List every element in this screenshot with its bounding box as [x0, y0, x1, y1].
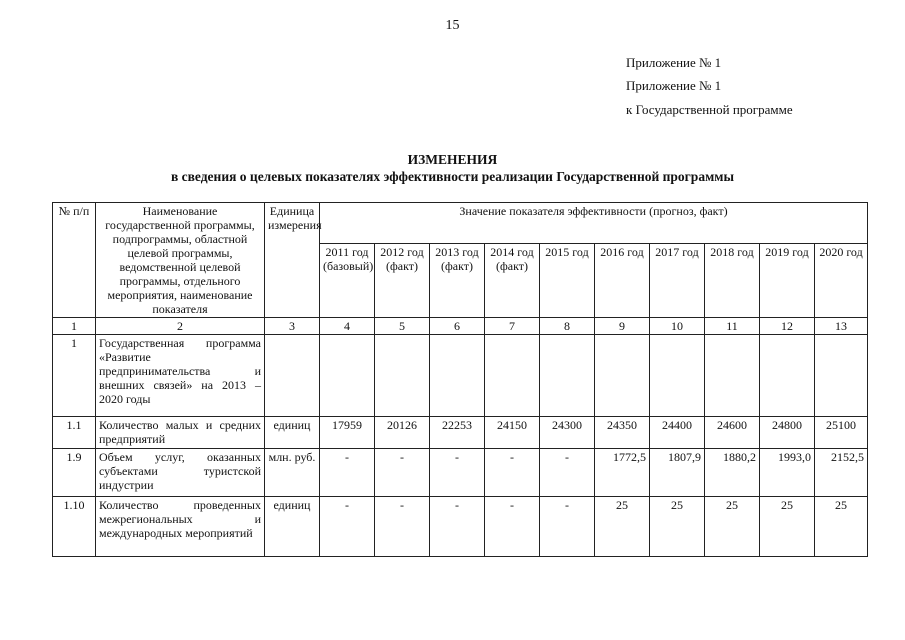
row-name: Количество проведенных межрегиональных и международных мероприятий: [96, 497, 265, 557]
column-numbers-row: [53, 318, 868, 335]
row-value: 1993,0: [760, 449, 815, 497]
row-value: [375, 335, 430, 417]
row-value: 2152,5: [815, 449, 868, 497]
row-value: 25: [705, 497, 760, 557]
row-value: -: [375, 497, 430, 557]
row-value: 24300: [540, 417, 595, 449]
row-value: 24800: [760, 417, 815, 449]
row-unit: [265, 335, 320, 417]
row-value: 24150: [485, 417, 540, 449]
appendix-line-2: Приложение № 1: [626, 78, 722, 93]
row-value: 20126: [375, 417, 430, 449]
row-value: 25: [815, 497, 868, 557]
row-unit: единиц: [265, 497, 320, 557]
row-value: 1807,9: [650, 449, 705, 497]
row-value: [815, 335, 868, 417]
header-year: 2012 год (факт): [375, 243, 430, 317]
header-name: Наименование государственной программы, подпрограммы, областной целевой программы, ведомственной целевой программы, отдельного мероприятия, наименование показателя: [96, 203, 265, 318]
row-name: Количество малых и средних предприятий: [96, 417, 265, 449]
row-number: 1.1: [53, 417, 96, 449]
header-year: 2015 год: [540, 243, 595, 317]
column-number: 8: [540, 318, 595, 335]
row-value: 1772,5: [595, 449, 650, 497]
row-value: [485, 335, 540, 417]
row-value: -: [320, 497, 375, 557]
row-value: 24400: [650, 417, 705, 449]
row-name: Государственная программа «Развитие предпринимательства и внешних связей» на 2013 – 2020 годы: [96, 335, 265, 417]
document-subtitle: в сведения о целевых показателях эффективности реализации Государственной программы: [170, 169, 735, 184]
row-number: 1: [53, 335, 96, 417]
column-number: 12: [760, 318, 815, 335]
row-unit: млн. руб.: [265, 449, 320, 497]
row-value: 25100: [815, 417, 868, 449]
row-value: 24350: [595, 417, 650, 449]
column-number: 3: [265, 318, 320, 335]
row-number: 1.10: [53, 497, 96, 557]
column-number: 4: [320, 318, 375, 335]
header-year: 2011 год (базовый): [320, 243, 375, 317]
document-title: ИЗМЕНЕНИЯ: [407, 152, 498, 167]
row-value: [595, 335, 650, 417]
header-year: 2013 год (факт): [430, 243, 485, 317]
header-unit: Единица измерения: [265, 203, 320, 318]
row-value: 17959: [320, 417, 375, 449]
table-row: [53, 335, 868, 417]
header-year: 2016 год: [595, 243, 650, 317]
header-year: 2018 год: [705, 243, 760, 317]
row-value: -: [430, 497, 485, 557]
row-value: 25: [595, 497, 650, 557]
header-number: № п/п: [53, 203, 96, 318]
table-row: [53, 417, 868, 449]
row-value: 1880,2: [705, 449, 760, 497]
row-value: [650, 335, 705, 417]
column-number: 13: [815, 318, 868, 335]
header-year: 2019 год: [760, 243, 815, 317]
table-row: [53, 497, 868, 557]
table-row: [53, 449, 868, 497]
row-value: 22253: [430, 417, 485, 449]
column-number: 6: [430, 318, 485, 335]
row-value: [430, 335, 485, 417]
column-number: 2: [96, 318, 265, 335]
row-value: [760, 335, 815, 417]
header-year: 2014 год (факт): [485, 243, 540, 317]
column-number: 9: [595, 318, 650, 335]
row-value: -: [375, 449, 430, 497]
header-year: 2020 год: [815, 243, 868, 317]
column-number: 10: [650, 318, 705, 335]
row-value: -: [540, 497, 595, 557]
row-number: 1.9: [53, 449, 96, 497]
row-value: 24600: [705, 417, 760, 449]
row-value: 25: [760, 497, 815, 557]
row-value: [705, 335, 760, 417]
row-value: -: [485, 497, 540, 557]
column-number: 7: [485, 318, 540, 335]
row-value: -: [320, 449, 375, 497]
row-value: -: [485, 449, 540, 497]
column-number: 1: [53, 318, 96, 335]
row-value: 25: [650, 497, 705, 557]
indicators-table: [52, 202, 868, 557]
row-value: -: [540, 449, 595, 497]
row-value: [320, 335, 375, 417]
column-number: 11: [705, 318, 760, 335]
appendix-line-3: к Государственной программе: [626, 102, 793, 117]
appendix-line-1: Приложение № 1: [626, 55, 722, 70]
row-unit: единиц: [265, 417, 320, 449]
row-name: Объем услуг, оказанных субъектами туристской индустрии: [96, 449, 265, 497]
header-values-group: Значение показателя эффективности (прогноз, факт): [320, 203, 868, 244]
row-value: -: [430, 449, 485, 497]
column-number: 5: [375, 318, 430, 335]
page-number: 15: [445, 18, 460, 33]
header-row-1: [53, 203, 868, 244]
row-value: [540, 335, 595, 417]
header-year: 2017 год: [650, 243, 705, 317]
